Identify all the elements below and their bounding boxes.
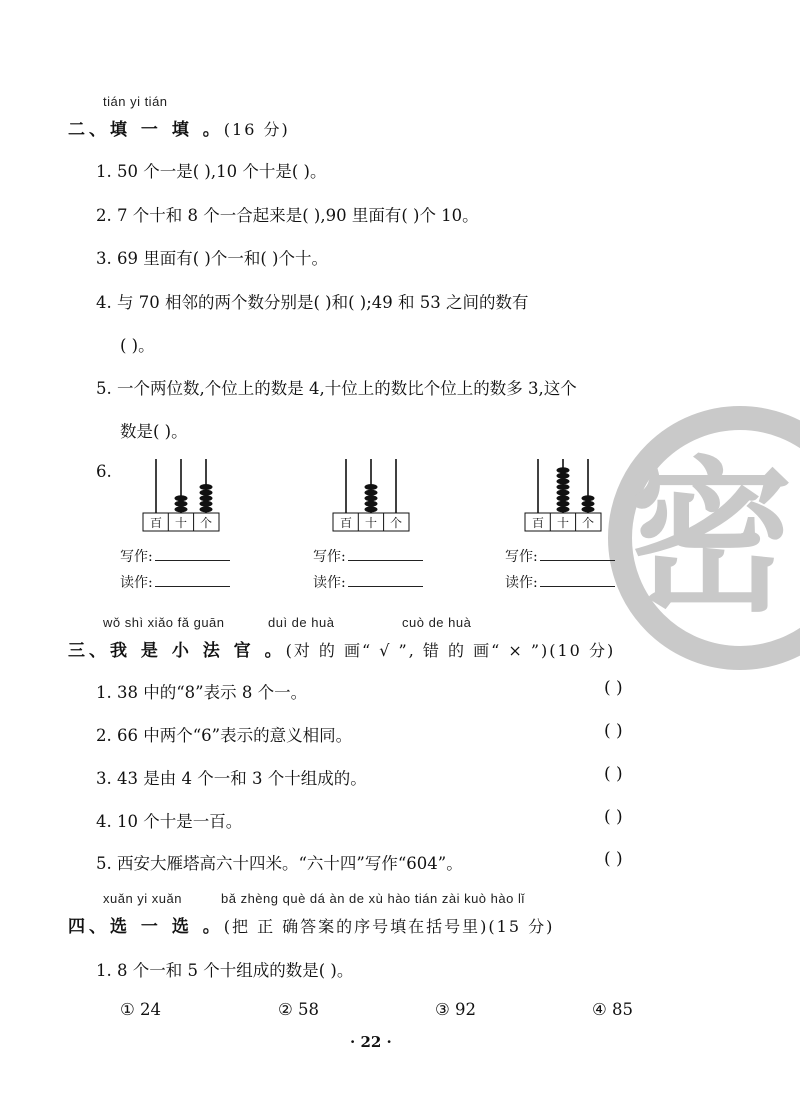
abacus-label-hundreds: 百 [339, 516, 353, 530]
section2-pinyin: tián yi tián [103, 94, 168, 109]
s4-option-4[interactable]: ④ 85 [592, 1000, 634, 1019]
section4-pinyin-1: xuǎn yi xuǎn [103, 891, 182, 906]
s3-answer-bracket-4[interactable]: ( ) [604, 807, 623, 827]
abacus-bead-tens [365, 484, 378, 490]
abacus-bead-tens [557, 478, 570, 484]
abacus-bead-ones [200, 506, 213, 512]
abacus-label-hundreds: 百 [149, 516, 163, 530]
abacus-bead-tens [175, 506, 188, 512]
abacus-bead-tens [557, 490, 570, 496]
s4-question-1: 1. 8 个一和 5 个十组成的数是( )。 [96, 961, 354, 980]
abacus-label-tens: 十 [364, 516, 378, 530]
section4-heading [68, 912, 554, 937]
abacus-2 [330, 455, 412, 535]
s3-item-2: 2. 66 中两个“6”表示的意义相同。 [96, 726, 353, 745]
abacus-bead-tens [557, 495, 570, 501]
section3-pinyin-2: duì de huà [268, 615, 335, 630]
s4-option-1[interactable]: ① 24 [120, 1000, 162, 1019]
abacus-2-write: 写作: [313, 546, 423, 566]
abacus-bead-ones [200, 490, 213, 496]
abacus-bead-ones [200, 484, 213, 490]
abacus-bead-tens [365, 495, 378, 501]
page-number: · 22 · [350, 1033, 392, 1051]
abacus-bead-ones [582, 495, 595, 501]
s2-question-1: 1. 50 个一是( ),10 个十是( )。 [96, 162, 327, 181]
abacus-bead-ones [200, 501, 213, 507]
s2-question-2: 2. 7 个十和 8 个一合起来是( ),90 里面有( )个 10。 [96, 206, 479, 225]
s2-question-4: 4. 与 70 相邻的两个数分别是( )和( );49 和 53 之间的数有 [96, 293, 529, 312]
s4-option-3[interactable]: ③ 92 [435, 1000, 477, 1019]
section3-title: 三、我 是 小 法 官 。 [68, 641, 286, 661]
s2-question-5-cont: 数是( )。 [120, 422, 188, 441]
section2-heading [68, 115, 290, 140]
abacus-bead-tens [365, 506, 378, 512]
section3-pinyin-1: wǒ shì xiǎo fǎ guān [103, 615, 225, 630]
s3-answer-bracket-2[interactable]: ( ) [604, 721, 623, 741]
abacus-1 [140, 455, 222, 535]
section4-title: 四、选 一 选 。 [68, 917, 224, 937]
abacus-1-write: 写作: [120, 546, 230, 566]
abacus-bead-tens [557, 501, 570, 507]
abacus-bead-tens [175, 501, 188, 507]
s2-question-3: 3. 69 里面有( )个一和( )个十。 [96, 249, 328, 268]
abacus-label-tens: 十 [556, 516, 570, 530]
section3-note: (对 的 画“ √ ”, 错 的 画“ × ”)(10 分) [285, 641, 616, 660]
s3-item-4: 4. 10 个十是一百。 [96, 812, 243, 831]
section2-score: (16 分) [223, 120, 290, 139]
abacus-bead-tens [365, 490, 378, 496]
section4-pinyin-2: bǎ zhèng què dá àn de xù hào tián zài kuò hào lǐ [221, 891, 525, 906]
s2-question-4-cont: ( )。 [120, 336, 155, 355]
s3-answer-bracket-3[interactable]: ( ) [604, 764, 623, 784]
abacus-bead-tens [365, 501, 378, 507]
s3-item-1: 1. 38 中的“8”表示 8 个一。 [96, 683, 308, 702]
s2-question-5: 5. 一个两位数,个位上的数是 4,十位上的数比个位上的数多 3,这个 [96, 379, 577, 398]
abacus-label-tens: 十 [174, 516, 188, 530]
abacus-3 [522, 455, 604, 535]
s3-item-5: 5. 西安大雁塔高六十四米。“六十四”写作“604”。 [96, 854, 463, 873]
s3-item-3: 3. 43 是由 4 个一和 3 个十组成的。 [96, 769, 367, 788]
section3-pinyin-3: cuò de huà [402, 615, 472, 630]
abacus-bead-tens [557, 506, 570, 512]
abacus-bead-tens [557, 467, 570, 473]
s4-option-2[interactable]: ② 58 [278, 1000, 320, 1019]
abacus-bead-ones [582, 506, 595, 512]
abacus-bead-ones [582, 501, 595, 507]
section4-note: (把 正 确答案的序号填在括号里)(15 分) [223, 917, 555, 936]
abacus-3-write: 写作: [505, 546, 615, 566]
section2-title: 二、填 一 填 。 [68, 120, 224, 140]
section3-heading [68, 636, 615, 661]
watermark-character: 密 [628, 440, 793, 634]
s3-answer-bracket-5[interactable]: ( ) [604, 849, 623, 869]
abacus-label-ones: 个 [389, 516, 403, 530]
s2-question-6-number: 6. [96, 462, 112, 481]
abacus-bead-ones [200, 495, 213, 501]
abacus-1-read: 读作: [120, 572, 230, 592]
s3-answer-bracket-1[interactable]: ( ) [604, 678, 623, 698]
abacus-bead-tens [557, 473, 570, 479]
watermark-seal [600, 405, 800, 675]
abacus-label-ones: 个 [581, 516, 595, 530]
abacus-bead-tens [175, 495, 188, 501]
abacus-label-hundreds: 百 [531, 516, 545, 530]
abacus-bead-tens [557, 484, 570, 490]
abacus-label-ones: 个 [199, 516, 213, 530]
abacus-3-read: 读作: [505, 572, 615, 592]
abacus-2-read: 读作: [313, 572, 423, 592]
